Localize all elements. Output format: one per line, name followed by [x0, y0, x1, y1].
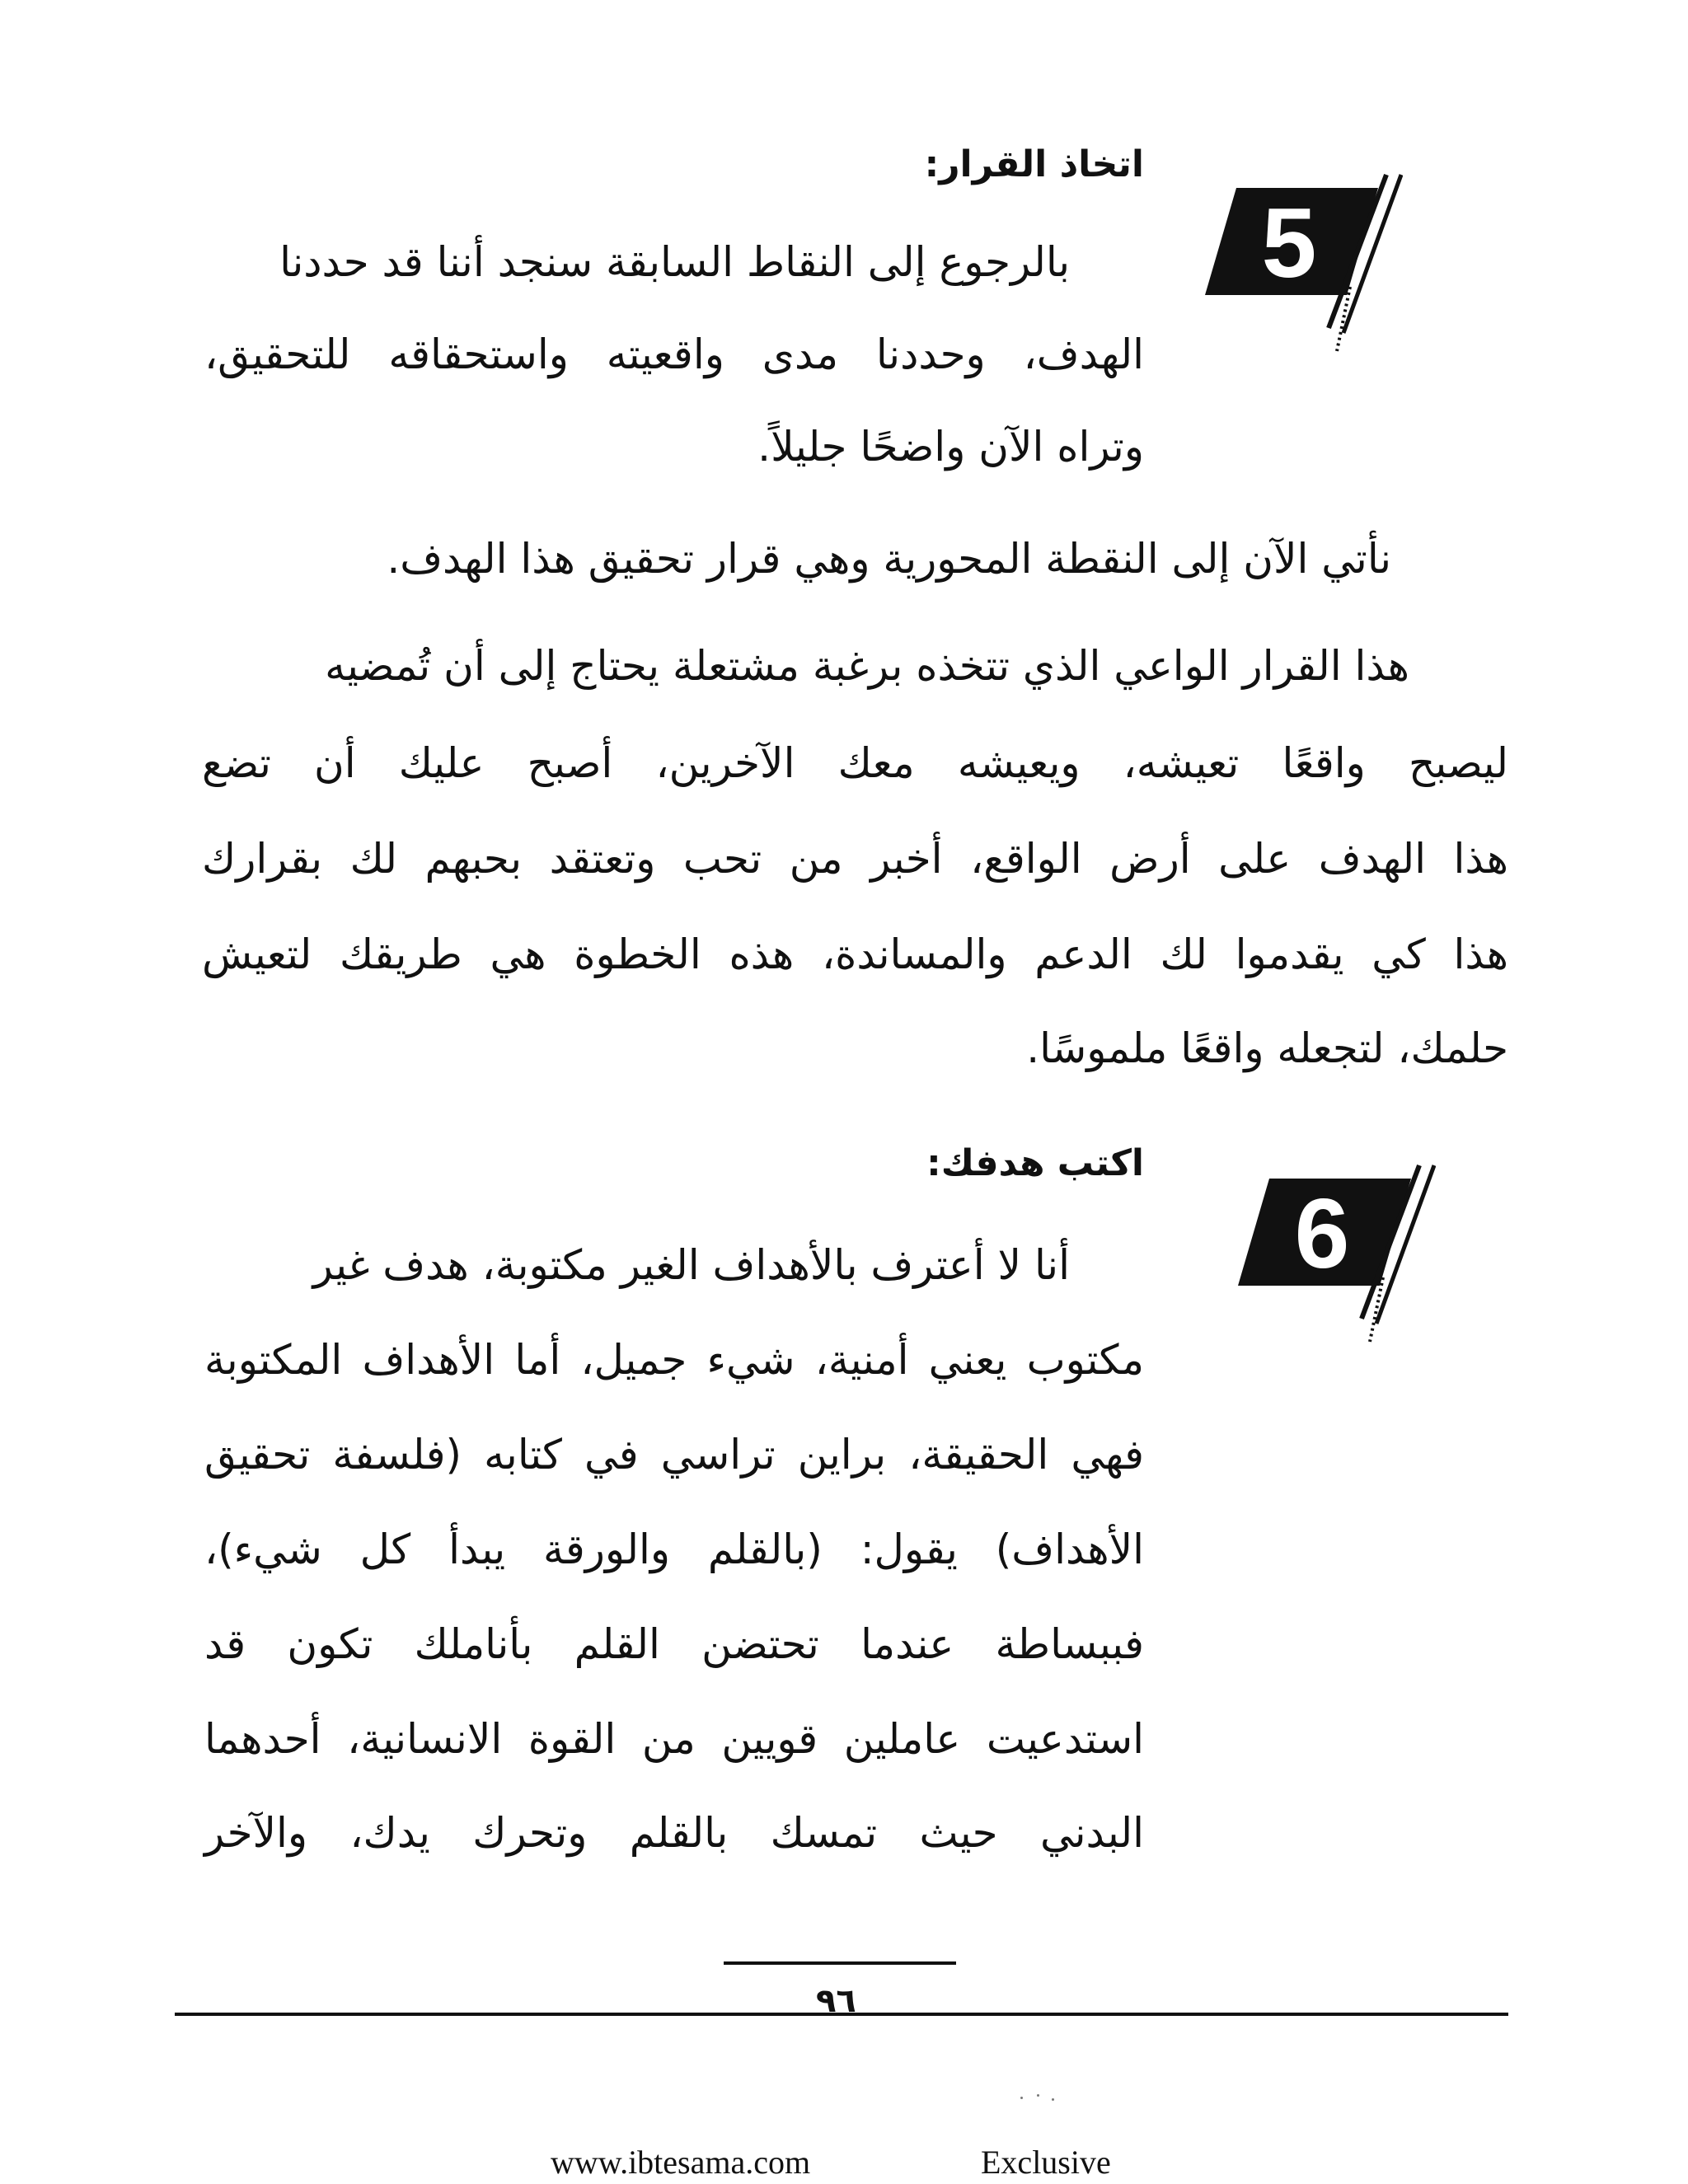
footer-site-url: www.ibtesama.com [551, 2144, 811, 2181]
section6-line: مكتوب يعني أمنية، شيء جميل، أما الأهداف المكتوبة [204, 1336, 1144, 1384]
paragraph-line: ليصبح واقعًا تعيشه، ويعيشه معك الآخرين، أصبح عليك أن تضع [202, 739, 1508, 787]
footer-rule [175, 2013, 1508, 2016]
scan-speck [1020, 2097, 1023, 2099]
intro-line: نأتي الآن إلى النقطة المحورية وهي قرار تحقيق هذا الهدف. [387, 535, 1391, 583]
page-number-rule [724, 1961, 956, 1965]
badge-number: 5 [1261, 188, 1317, 298]
section-number-badge-6 [1238, 1154, 1436, 1343]
scan-speck [1037, 2094, 1039, 2097]
paragraph-line: هذا القرار الواعي الذي تتخذه برغبة مشتعلة يحتاج إلى أن تُمضيه [325, 642, 1409, 690]
paragraph-line: هذا الهدف على أرض الواقع، أخبر من تحب وتعتقد بحبهم لك بقرارك [202, 835, 1508, 883]
page-number: ٩٦ [816, 1982, 856, 2020]
section6-line: فهي الحقيقة، براين تراسي في كتابه (فلسفة تحقيق [204, 1431, 1144, 1479]
section-heading-5: اتخاذ القرار: [924, 143, 1144, 185]
section5-line: الهدف، وحددنا مدى واقعيته واستحقاقه للتحقيق، [204, 330, 1144, 378]
section6-line: أنا لا أعترف بالأهداف الغير مكتوبة، هدف غير [312, 1241, 1070, 1289]
section6-line: فببساطة عندما تحتضن القلم بأناملك تكون قد [204, 1620, 1144, 1668]
section-heading-6: اكتب هدفك: [926, 1142, 1144, 1184]
section6-line: البدني حيث تمسك بالقلم وتحرك يدك، والآخر [204, 1809, 1144, 1857]
section6-line: الأهداف) يقول: (بالقلم والورقة يبدأ كل شيء)، [204, 1526, 1144, 1573]
scan-speck [1052, 2098, 1054, 2101]
footer-tag: Exclusive [981, 2144, 1111, 2181]
section5-line: بالرجوع إلى النقاط السابقة سنجد أننا قد حددنا [279, 238, 1070, 286]
section5-line: وتراه الآن واضحًا جليلاً. [757, 423, 1144, 471]
badge-number: 6 [1294, 1179, 1350, 1289]
section-number-badge-5 [1205, 163, 1403, 353]
paragraph-line: هذا كي يقدموا لك الدعم والمساندة، هذه الخطوة هي طريقك لتعيش [202, 930, 1508, 978]
paragraph-line: حلمك، لتجعله واقعًا ملموسًا. [1026, 1024, 1508, 1072]
section6-line: استدعيت عاملين قويين من القوة الانسانية، أحدهما [204, 1715, 1144, 1763]
